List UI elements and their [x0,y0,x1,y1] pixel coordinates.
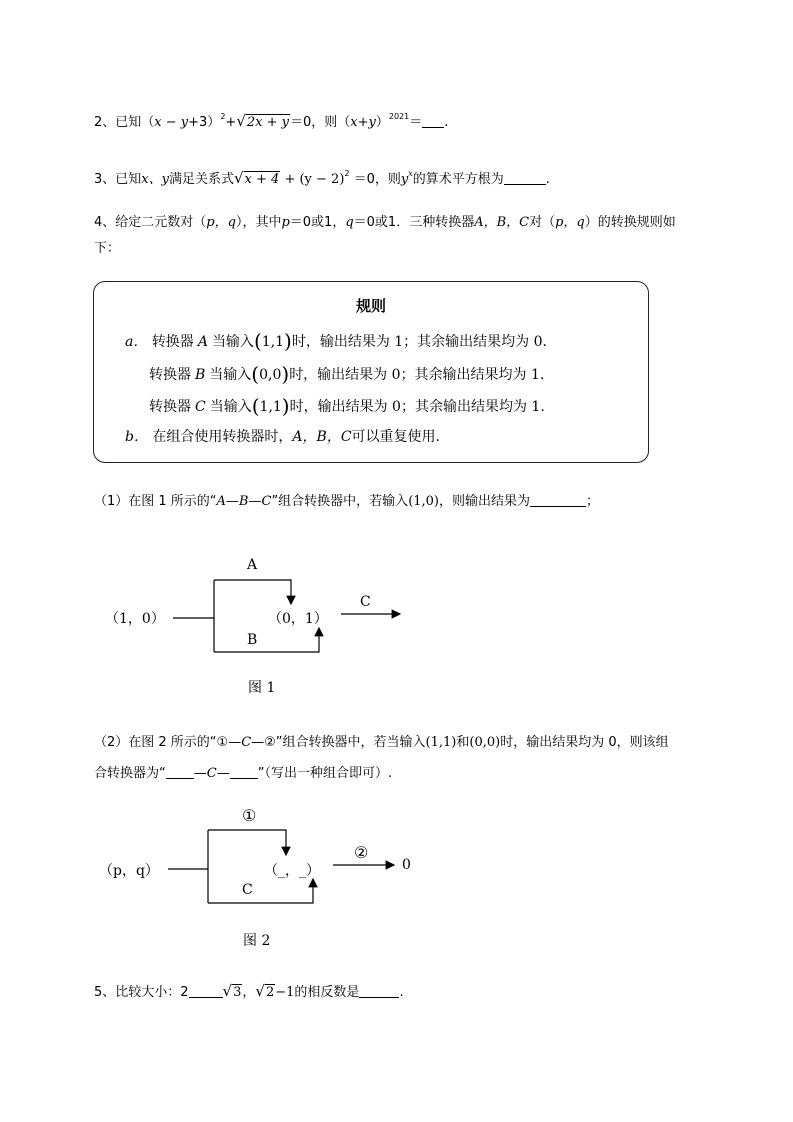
fig1-middle-label: （0，1） [268,611,328,627]
sub2-line-1 [94,732,669,754]
q5-radicand-2: 2 [265,985,275,1000]
sub2-dash-2: — [216,766,230,781]
q5-radical-1 [223,980,243,1004]
q2-xy: x+y [350,115,376,130]
question-3 [94,163,550,191]
rule-a-line-1 [125,329,547,353]
paren-right-icon: ) [281,394,290,418]
sub1-mid: ”组合转换器中，若输入 [271,494,409,509]
rule-b-line [125,426,440,446]
sub2-c: C [241,735,252,750]
sub2-l2-pre: 合转换器为“ [94,766,166,781]
rule-b-post: 可以重复使用. [351,429,440,445]
question-5 [94,980,404,1004]
q5-comma: ， [242,985,256,1000]
fig1-input-label: （1，0） [105,611,165,627]
q4-line-2: 下： [94,241,121,256]
fig2-top-arrow [208,830,286,855]
rule-a2-mid: 当输入 [209,367,252,383]
sub1-chain: A—B—C [216,494,272,509]
rule-a3-var: C [195,399,206,415]
q2-radical [236,110,290,134]
q4-b: ），其中 [235,215,282,230]
sub1-pre: （1）在图 1 所示的“ [94,494,217,509]
fig1-top-label: A [247,557,258,573]
q4-pq: p，q [206,215,236,230]
q4-d: ＝0或1．三种转换器 [353,215,475,230]
rule-b-pre: 在组合使用转换器时， [152,429,293,445]
q5-minus1: −1 [275,985,295,1000]
q2-radicand: 2x + y [246,115,289,130]
fig2-output-label: ② [354,843,369,862]
q5-blank-2[interactable] [359,985,399,998]
q4-f: ）的转换规则如 [584,215,676,230]
q2-exponent: 2 [220,112,226,121]
rule-a1-pre: 转换器 [151,334,194,350]
fig1-bottom-label: B [247,632,258,648]
fig1-top-arrow [214,580,291,604]
q5-end: . [399,985,404,1000]
rule-a-line-3 [149,394,545,418]
q2-number: 2、已知（ [94,115,155,130]
rule-b-label: b． [125,429,148,445]
rule-a2-var: B [195,367,206,383]
fig1-caption: 图 1 [248,680,276,696]
q5-pre: 5、比较大小：2 [94,985,189,1000]
sub2-l2-c: C [206,766,217,781]
sub2-dash-1: — [193,766,207,781]
q4-pq2: p，q [555,215,585,230]
q2-plus: + [225,115,237,130]
fig1-output-label: C [360,594,371,610]
q2-eq0: ＝0，则（ [289,115,351,130]
question-2 [94,106,448,134]
q2-power: 2021 [388,112,410,121]
q5-radicand-1: 3 [233,985,242,1000]
rule-a1-post: 时，输出结果为 1；其余输出结果均为 0. [291,334,547,350]
fig2-input-label: （p，q） [99,863,159,879]
rule-a3-mid: 当输入 [209,399,252,415]
paren-right-icon: ) [284,329,292,353]
q2-end: . [444,115,449,130]
q2-plus3: +3） [188,115,221,130]
sub-question-2 [94,732,669,785]
q5-post: 的相反数是 [294,985,360,1000]
fig2-bottom-label: C [242,882,253,898]
sub2-mid: —②”组合转换器中，若当输入 [251,735,426,750]
paren-left-icon: ( [251,394,260,418]
fig1-bottom-arrow [214,628,319,652]
q4-abc: A，B，C [474,215,530,230]
fig2-top-label: ① [242,806,257,825]
rules-box [93,281,649,463]
rule-a-label: a． [125,334,148,350]
rule-a1-input: 1,1 [261,334,285,350]
q3-eq0: ＝0，则 [349,172,401,187]
q4-p: p [281,215,290,230]
sub2-input-2: (0,0) [469,735,501,750]
sub-question-1 [94,491,599,513]
q4-line-1 [94,212,676,234]
q3-mid: 满足关系式 [168,172,234,187]
q2-x: x [154,115,162,130]
fig2-result-label: 0 [402,857,411,873]
q3-radical [234,167,280,191]
sub1-input: (1,0) [408,494,440,509]
sub2-post: 时，输出结果均为 0，则该组 [500,735,669,750]
rule-a3-post: 时，输出结果为 0；其余输出结果均为 1. [289,399,545,415]
question-4 [94,212,676,260]
q4-a: 4、给定二元数对（ [94,215,207,230]
rule-a2-input: 0,0 [259,367,282,383]
q2-answer-blank[interactable] [422,115,444,128]
sub1-post: ，则输出结果为 [439,494,531,509]
sqrt-icon: √ [233,169,244,187]
q3-y: y [400,172,409,187]
sqrt-icon: √ [255,982,265,1000]
q3-square: 2 [344,169,350,178]
rule-a2-pre: 转换器 [149,367,191,383]
q2-eq: ＝ [409,115,423,130]
rule-a1-var: A [197,334,208,350]
fig2-bottom-arrow [208,879,313,903]
q3-radicand: x + 4 [244,172,280,187]
sub2-l2-post: ”（写出一种组合即可）. [257,766,393,781]
q2-close: ） [375,115,389,130]
sub2-line-2 [94,763,669,785]
sub2-input-1: (1,1) [425,735,457,750]
sqrt-icon: √ [222,982,233,1000]
fig2-middle-label: （_，_） [264,863,320,879]
q3-vars: x、y [141,172,169,187]
q4-e: 对（ [529,215,556,230]
paren-right-icon: ) [281,362,290,386]
rule-a3-input: 1,1 [259,399,282,415]
q3-x-exponent: x [408,169,413,178]
sub2-pre: （2）在图 2 所示的“①— [94,735,242,750]
rules-title: 规则 [355,297,386,315]
sqrt-icon: √ [236,112,246,130]
q4-c: ＝0或1， [289,215,346,230]
q4-q: q [345,215,354,230]
fig2-caption: 图 2 [243,933,271,949]
sub2-blank-1[interactable] [166,766,194,779]
q5-blank-1[interactable] [189,985,223,998]
rule-a2-post: 时，输出结果为 0；其余输出结果均为 1. [289,367,545,383]
rule-a1-mid: 当输入 [211,334,254,350]
rule-b-vars: A，B，C [292,429,352,445]
q2-y: − y [161,115,189,130]
q3-answer-blank[interactable] [504,172,546,185]
sub1-answer-blank[interactable] [530,494,586,507]
q3-end: . [545,172,550,187]
q3-rest: + (y − 2) [280,172,345,187]
rule-a3-pre: 转换器 [149,399,191,415]
paren-left-icon: ( [253,329,262,353]
sub2-blank-2[interactable] [230,766,258,779]
q3-post: 的算术平方根为 [412,172,504,187]
q3-pre: 3、已知 [94,172,142,187]
rule-a-line-2 [149,362,544,386]
paren-left-icon: ( [251,362,260,386]
q5-radical-2 [255,980,275,1004]
sub2-and: 和 [456,735,470,750]
sub1-end: ； [586,494,600,509]
